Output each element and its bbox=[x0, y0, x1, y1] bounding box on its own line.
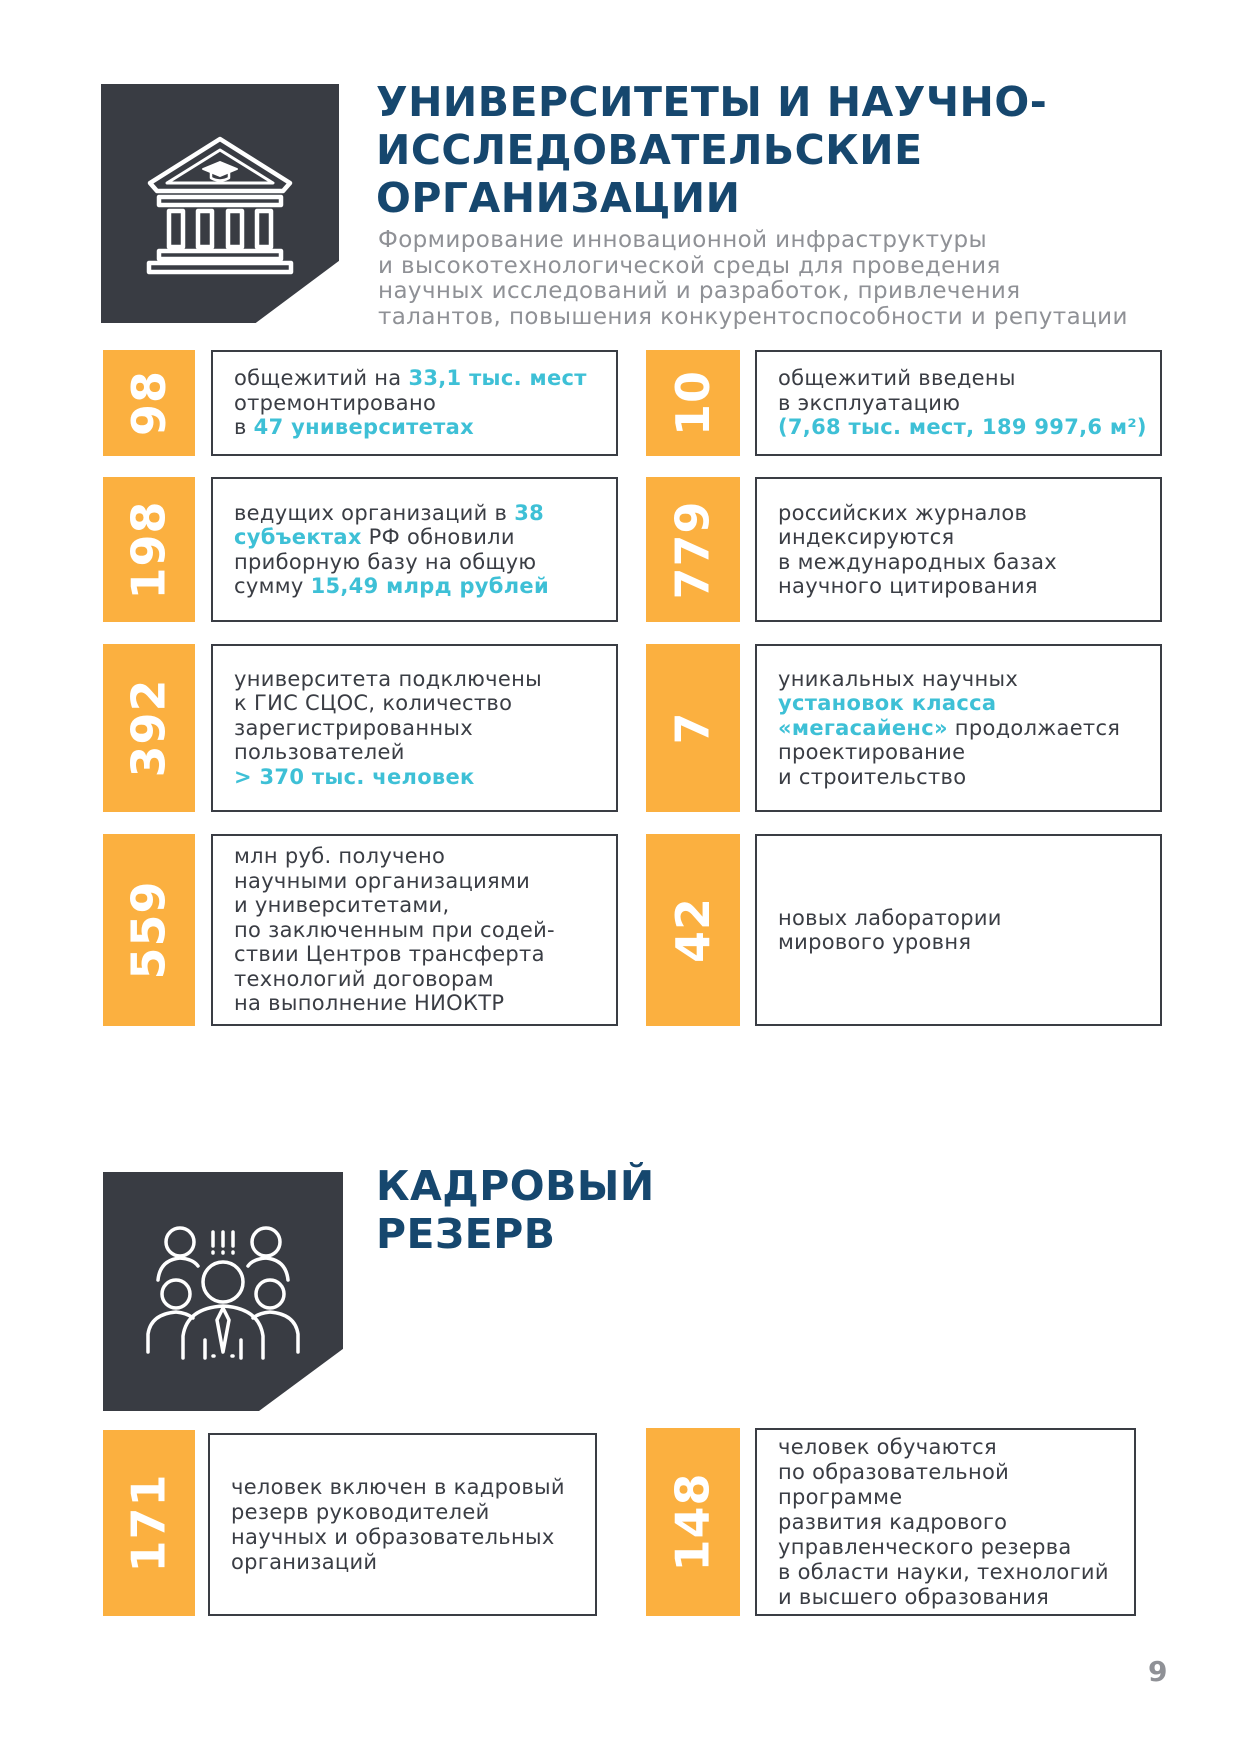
reserve-stat-description-card bbox=[755, 1428, 1136, 1616]
stat-description-card bbox=[211, 477, 618, 622]
stat-description-text bbox=[778, 366, 1147, 440]
highlight-text: (7,68 тыс. мест, 189 997,6 м²) bbox=[778, 415, 1147, 440]
stat-description-text bbox=[234, 844, 555, 1016]
stat-description-text bbox=[234, 366, 587, 440]
section-subtitle-universities: Формирование инновационной инфраструктуры и высокотехнологической среды для проведения научных исследований и разработок, привлечения талантов, повышения конкурентоспособности и репутации bbox=[378, 227, 1128, 330]
section-title-universities: УНИВЕРСИТЕТЫ И НАУЧНО- ИССЛЕДОВАТЕЛЬСКИЕ ОРГАНИЗАЦИИ bbox=[376, 78, 1048, 222]
stat-description-card bbox=[211, 834, 618, 1026]
plain-text: человек обучаются по образовательной программе развития кадрового управленческого резерва в области науки, технологий и высшего образования bbox=[778, 1434, 1109, 1609]
stat-number-value: 559 bbox=[122, 880, 176, 980]
stat-description-text bbox=[234, 667, 542, 790]
stat-description-card bbox=[755, 350, 1162, 456]
stat-number-box bbox=[646, 477, 740, 622]
reserve-stat-number-box bbox=[103, 1430, 195, 1616]
stat-description-card bbox=[755, 834, 1162, 1026]
stat-description-text bbox=[234, 501, 549, 599]
people-icon-block bbox=[103, 1172, 343, 1411]
highlight-text: 38 субъектах bbox=[234, 500, 545, 549]
stat-number-value: 779 bbox=[666, 499, 720, 600]
reserve-stat-description-text bbox=[231, 1475, 565, 1575]
stat-number-box bbox=[103, 350, 195, 456]
stat-description-card bbox=[755, 644, 1162, 812]
plain-text: ведущих организаций в bbox=[234, 500, 515, 525]
reserve-stat-number-box bbox=[646, 1428, 740, 1616]
highlight-text: 47 университетах bbox=[253, 415, 474, 440]
stat-number-value: 98 bbox=[121, 369, 176, 437]
reserve-stat-description-text bbox=[778, 1435, 1124, 1610]
stat-number-box bbox=[646, 644, 740, 812]
stat-description-card bbox=[755, 477, 1162, 622]
reserve-stat-description-card bbox=[208, 1433, 597, 1616]
stat-number-box bbox=[103, 644, 195, 812]
plain-text: университета подключены к ГИС СЦОС, количество зарегистрированных пользователей bbox=[234, 666, 542, 765]
plain-text: общежитий на bbox=[234, 366, 409, 391]
stat-number-box bbox=[646, 350, 740, 456]
plain-text: уникальных научных bbox=[778, 666, 1019, 691]
stat-number-value: 10 bbox=[665, 369, 720, 437]
plain-text: продолжается проектирование и строительство bbox=[778, 715, 1121, 789]
highlight-text: 15,49 млрд рублей bbox=[310, 574, 549, 598]
stat-number-value: 42 bbox=[665, 896, 720, 964]
stat-number-box bbox=[103, 834, 195, 1026]
university-icon-block bbox=[101, 84, 339, 323]
stat-number-value: 7 bbox=[665, 711, 720, 745]
highlight-text: установок класса «мегасайенс» bbox=[778, 691, 997, 740]
stat-number-value: 392 bbox=[122, 678, 176, 778]
university-icon bbox=[145, 129, 295, 279]
plain-text: человек включен в кадровый резерв руководителей научных и образовательных организаций bbox=[231, 1474, 565, 1574]
stat-number-box bbox=[646, 834, 740, 1026]
plain-text: РФ обновили приборную базу на общую сумму bbox=[234, 525, 537, 598]
page-number: 9 bbox=[1148, 1655, 1168, 1688]
highlight-text: 33,1 тыс. мест bbox=[408, 366, 587, 391]
stat-number-value: 198 bbox=[122, 499, 176, 600]
stat-description-card bbox=[211, 350, 618, 456]
plain-text: новых лаборатории мирового уровня bbox=[778, 905, 1002, 954]
plain-text: отремонтировано в bbox=[234, 390, 437, 440]
plain-text: млн руб. получено научными организациями и университетами, по заключенным при содей- ствии Центров трансферта технологий договорам на выполнение НИОКТР bbox=[234, 844, 555, 1016]
stat-description-text bbox=[778, 667, 1120, 790]
stat-description-text bbox=[778, 906, 1002, 955]
section-title-personnel-reserve: КАДРОВЫЙ РЕЗЕРВ bbox=[376, 1162, 655, 1258]
reserve-stat-number-value: 171 bbox=[122, 1473, 176, 1573]
reserve-stat-number-value: 148 bbox=[666, 1472, 720, 1572]
highlight-text: > 370 тыс. человек bbox=[234, 764, 475, 789]
stat-description-card bbox=[211, 644, 618, 812]
people-group-icon bbox=[143, 1212, 303, 1372]
stat-description-text bbox=[778, 501, 1057, 599]
plain-text: российских журналов индексируются в международных базах научного цитирования bbox=[778, 500, 1057, 598]
plain-text: общежитий введены в эксплуатацию bbox=[778, 366, 1016, 415]
stat-number-box bbox=[103, 477, 195, 622]
